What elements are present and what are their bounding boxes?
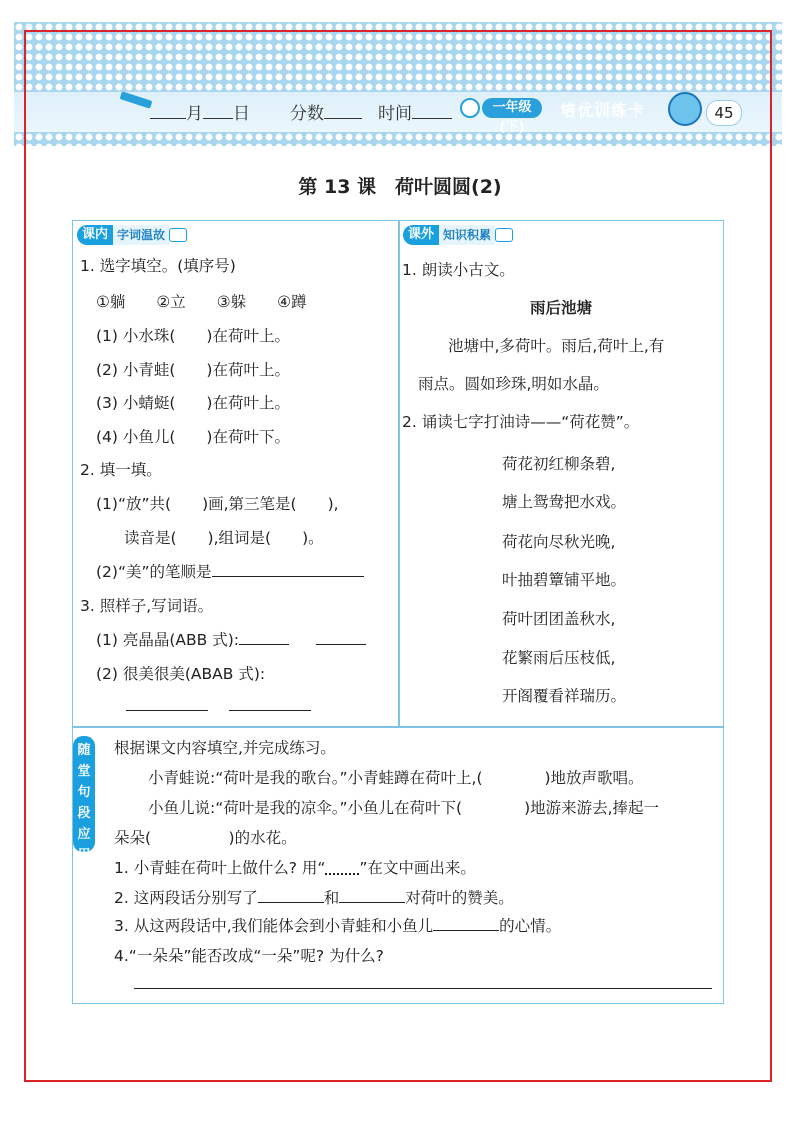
poem2-line: 花繁雨后压枝低, bbox=[502, 649, 616, 667]
left-q1-options: ①躺 ②立 ③躲 ④蹲 bbox=[96, 293, 307, 311]
bottom-q1: 1. 小青蛙在荷叶上做什么? 用“ ”在文中画出来。 bbox=[114, 859, 476, 877]
bottom-q2: 2. 这两段话分别写了 和 对荷叶的赞美。 bbox=[114, 889, 514, 907]
in-class-tag bbox=[77, 225, 187, 245]
book-icon bbox=[169, 228, 187, 242]
answer-blank[interactable] bbox=[212, 562, 364, 577]
bottom-para1: 小青蛙说:“荷叶是我的歌台。”小青蛙蹲在荷叶上,( )地放声歌唱。 bbox=[148, 769, 644, 787]
left-q3-b: (2) 很美很美(ABAB 式): bbox=[96, 665, 266, 683]
left-q1-d: (4) 小鱼儿( )在荷叶下。 bbox=[96, 428, 290, 446]
left-q1-b: (2) 小青蛙( )在荷叶上。 bbox=[96, 361, 290, 379]
page-number: 45 bbox=[706, 100, 742, 126]
left-q2-a2: 读音是( ),组词是( )。 bbox=[124, 529, 324, 547]
tag-pill: 课内 bbox=[77, 225, 113, 245]
answer-blank[interactable] bbox=[433, 916, 499, 931]
poem2-line: 塘上鸳鸯把水戏。 bbox=[502, 493, 627, 511]
poem2-line: 荷花向尽秋光晚, bbox=[502, 533, 616, 551]
left-q1: 1. 选字填空。(填序号) bbox=[80, 257, 236, 275]
bottom-q3: 3. 从这两段话中,我们能体会到小青蛙和小鱼儿 的心情。 bbox=[114, 917, 562, 935]
left-q1-c: (3) 小蜻蜓( )在荷叶上。 bbox=[96, 394, 290, 412]
answer-blank[interactable] bbox=[339, 888, 405, 903]
poem1-line2: 雨点。圆如珍珠,明如水晶。 bbox=[418, 375, 609, 393]
left-q2: 2. 填一填。 bbox=[80, 461, 162, 479]
poem1-line1: 池塘中,多荷叶。雨后,荷叶上,有 bbox=[448, 337, 665, 355]
wavy-line-mark bbox=[325, 863, 359, 875]
bottom-q4: 4.“一朵朵”能否改成“一朵”呢? 为什么? bbox=[114, 947, 384, 965]
side-tag: 随堂句段应用 bbox=[73, 736, 95, 852]
left-q1-a: (1) 小水珠( )在荷叶上。 bbox=[96, 327, 290, 345]
left-q3-a: (1) 亮晶晶(ABB 式): bbox=[96, 628, 366, 650]
left-q3: 3. 照样子,写词语。 bbox=[80, 597, 214, 615]
bottom-intro: 根据课文内容填空,并完成练习。 bbox=[114, 739, 336, 757]
left-q2-b: (2)“美”的笔顺是 bbox=[96, 560, 364, 582]
bottom-para3: 朵朵( )的水花。 bbox=[114, 829, 297, 847]
date-field: 月 日 bbox=[150, 99, 250, 124]
tag-pill: 课外 bbox=[403, 225, 439, 245]
series-title: 培优训练卡 bbox=[560, 101, 646, 120]
answer-blank[interactable] bbox=[239, 630, 289, 645]
poem2-line: 叶抽碧簟铺平地。 bbox=[502, 571, 627, 589]
answer-blank[interactable] bbox=[258, 888, 324, 903]
score-field: 分数 bbox=[290, 99, 362, 124]
extracurricular-tag bbox=[403, 225, 513, 245]
answer-blank[interactable] bbox=[126, 696, 208, 711]
poem2-line: 开阁覆看祥瑞历。 bbox=[502, 687, 627, 705]
right-q1: 1. 朗读小古文。 bbox=[402, 261, 515, 279]
answer-blank[interactable] bbox=[229, 696, 311, 711]
poem2-line: 荷花初红柳条碧, bbox=[502, 455, 616, 473]
answer-blank[interactable] bbox=[316, 630, 366, 645]
poem2-line: 荷叶团团盖秋水, bbox=[502, 610, 616, 628]
time-field: 时间 bbox=[378, 99, 452, 124]
tag-label: 知识积累 bbox=[439, 225, 495, 245]
answer-line[interactable] bbox=[134, 988, 712, 989]
grade-badge: 一年级(下) bbox=[482, 98, 542, 118]
tag-label: 字词温故 bbox=[113, 225, 169, 245]
clock-icon bbox=[460, 98, 480, 118]
left-q3-b-blanks bbox=[126, 696, 311, 715]
right-q2: 2. 诵读七字打油诗——“荷花赞”。 bbox=[402, 413, 640, 431]
poem1-title: 雨后池塘 bbox=[529, 299, 592, 317]
mascot-icon bbox=[668, 92, 702, 126]
bottom-para2: 小鱼儿说:“荷叶是我的凉伞。”小鱼儿在荷叶下( )地游来游去,捧起一 bbox=[148, 799, 660, 817]
lesson-title: 第 13 课 荷叶圆圆(2) bbox=[298, 176, 502, 198]
book-icon bbox=[495, 228, 513, 242]
left-q2-a1: (1)“放”共( )画,第三笔是( ), bbox=[96, 495, 339, 513]
